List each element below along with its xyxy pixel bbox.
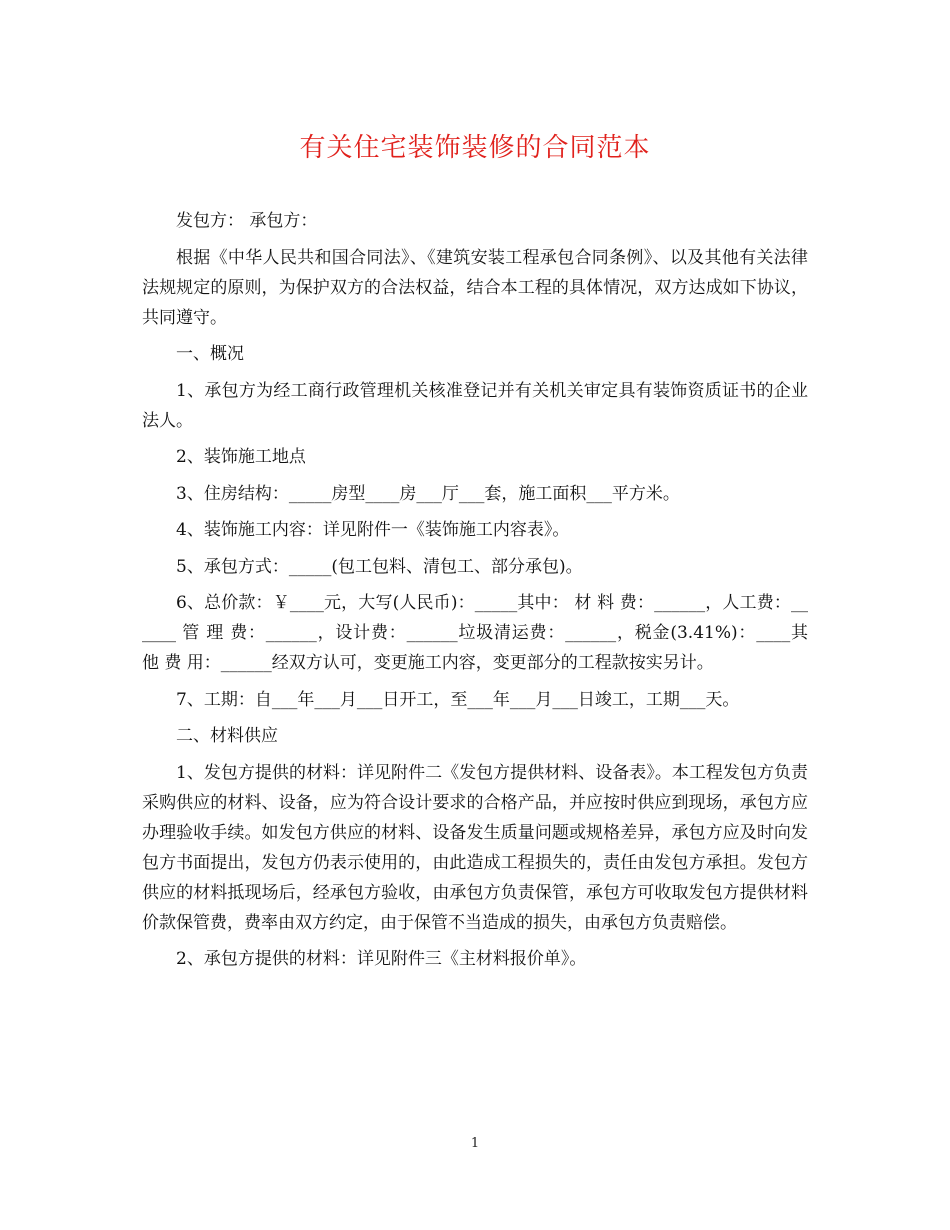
paragraph-clause-1-7: 7、工期：自___年___月___日开工，至___年___月___日竣工，工期___天。 xyxy=(176,689,740,710)
section-heading-overview: 一、概况 xyxy=(176,344,244,364)
paragraph-preamble: 根据《中华人民共和国合同法》、《建筑安装工程承包合同条例》、以及其他有关法律法规规定的原则，为保护双方的合法权益，结合本工程的具体情况，双方达成如下协议，共同遵守。 xyxy=(142,247,808,328)
document-title: 有关住宅装饰装修的合同范本 xyxy=(299,133,651,163)
paragraph-clause-1-3: 3、住房结构：_____房型____房___厅___套，施工面积___平方米。 xyxy=(176,483,680,504)
paragraph-clause-1-6: 6、总价款：￥____元，大写(人民币)：_____其中： 材 料 费：______，人工费：______ 管 理 费：______，设计费：______垃圾清运费：______，税金(3.41%)：____其 他 费 用：______经双方认可，变更施工内容，变更部分的工程款按实另计。 xyxy=(142,593,808,673)
paragraph-clause-1-4: 4、装饰施工内容：详见附件一《装饰施工内容表》。 xyxy=(176,520,570,540)
paragraph-clause-2-1: 1、发包方提供的材料：详见附件二《发包方提供材料、设备表》。本工程发包方负责采购供应的材料、设备，应为符合设计要求的合格产品，并应按时供应到现场，承包方应办理验收手续。如发包方供应的材料、设备发生质量问题或规格差异，承包方应及时向发包方书面提出，发包方仍表示使用的，由此造成工程损失的，责任由发包方承担。发包方供应的材料抵现场后，经承包方验收，由承包方负责保管，承包方可收取发包方提供材料价款保管费，费率由双方约定，由于保管不当造成的损失，由承包方负责赔偿。 xyxy=(142,762,808,933)
section-heading-materials: 二、材料供应 xyxy=(176,726,278,746)
paragraph-clause-1-5: 5、承包方式：_____(包工包料、清包工、部分承包)。 xyxy=(176,556,583,577)
paragraph-parties: 发包方： 承包方： xyxy=(176,211,318,231)
paragraph-clause-1-1: 1、承包方为经工商行政管理机关核准登记并有关机关审定具有装饰资质证书的企业法人。 xyxy=(142,380,808,431)
paragraph-clause-1-2: 2、装饰施工地点 xyxy=(176,447,306,467)
paragraph-clause-2-2: 2、承包方提供的材料：详见附件三《主材料报价单》。 xyxy=(176,949,587,969)
document-body xyxy=(142,206,808,981)
page-number: 1 xyxy=(470,1136,480,1151)
